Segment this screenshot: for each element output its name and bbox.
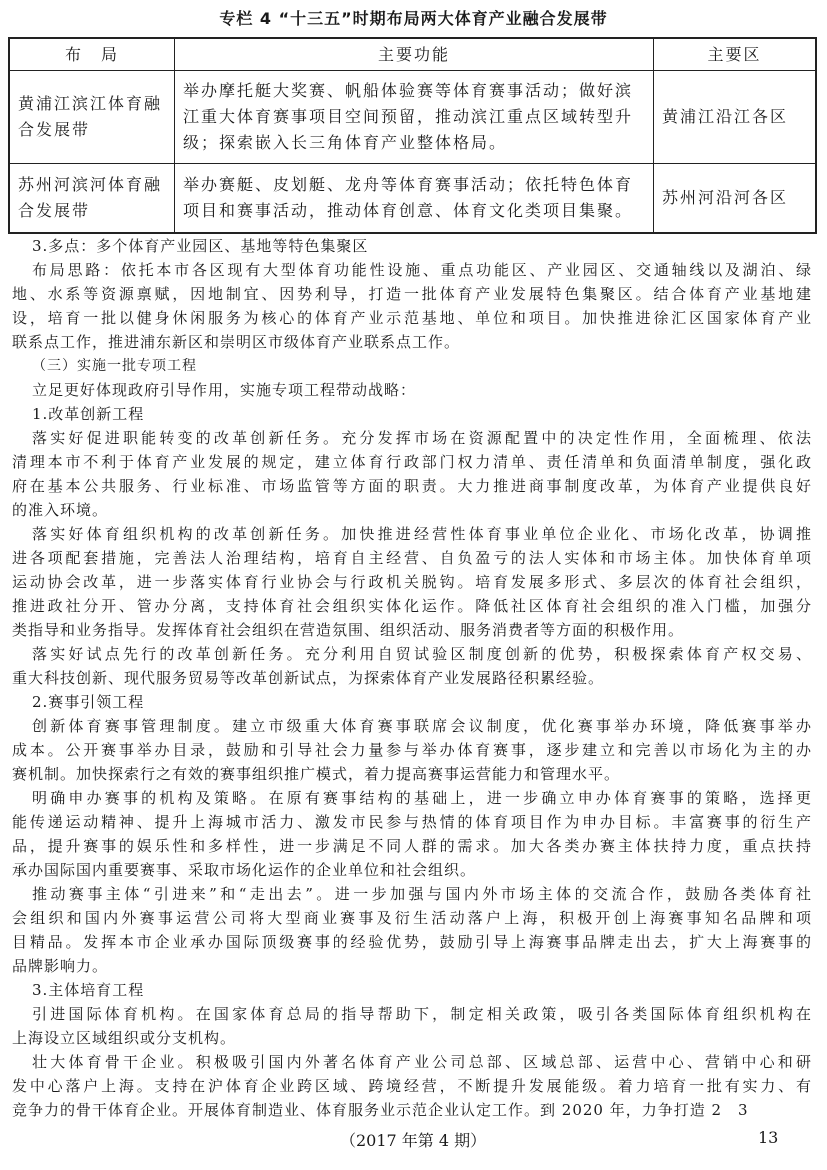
text-line: 能传递运动精神、提升上海城市活力、激发市民参与热情的体育项目作为申办目标。丰富赛事的衍生产 — [12, 813, 812, 831]
section-heading — [12, 690, 812, 714]
text-line: 重大科技创新、现代服务贸易等改革创新试点，为探索体育产业发展路径积累经验。 — [12, 669, 605, 687]
section-heading — [12, 402, 812, 426]
text-line: 明确申办赛事的机构及策略。在原有赛事结构的基础上，进一步确立申办体育赛事的策略，选择更 — [32, 789, 812, 807]
text-line: 赛机制。加快探索行之有效的赛事组织推广模式，着力提高赛事运营能力和管理水平。 — [12, 765, 621, 783]
text-line: 落实好促进职能转变的改革创新任务。充分发挥市场在资源配置中的决定性作用，全面梳理、依法 — [32, 429, 812, 447]
header-layout: 布 局 — [9, 38, 175, 71]
text-line: 立足更好体现政府引导作用，实施专项工程带动战略： — [32, 381, 417, 399]
text-line: 落实好试点先行的改革创新任务。充分利用自贸试验区制度创新的优势，积极探索体育产权交易、 — [32, 645, 812, 663]
paragraph — [12, 378, 812, 402]
table-title: 专栏 4 “十三五”时期布局两大体育产业融合发展带 — [219, 9, 608, 28]
text-line: 的准入环境。 — [12, 501, 109, 519]
section-heading — [12, 978, 812, 1002]
cell-area: 苏州河沿河各区 — [654, 164, 817, 234]
paragraph — [12, 882, 812, 978]
text-line: 落实好体育组织机构的改革创新任务。加快推进经营性体育事业单位企业化、市场化改革，协调推 — [32, 525, 812, 543]
text-line: 会组织和国内外赛事运营公司将大型商业赛事及衍生活动落户上海，积极开创上海赛事知名品牌和项 — [12, 909, 812, 927]
text-line: 成本。公开赛事举办目录，鼓励和引导社会力量参与举办体育赛事，逐步建立和完善以市场化为主的办 — [12, 741, 812, 759]
table-row — [9, 71, 816, 164]
text-line: 3.多点：多个体育产业园区、基地等特色集聚区 — [32, 237, 369, 255]
cell-layout: 黄浦江滨江体育融合发展带 — [9, 71, 175, 164]
text-line: 3.主体培育工程 — [32, 981, 145, 999]
paragraph — [12, 1050, 812, 1122]
paragraph — [12, 522, 812, 642]
text-line: 类指导和业务指导。发挥体育社会组织在营造氛围、组织活动、服务消费者等方面的积极作用。 — [12, 621, 685, 639]
cell-layout: 苏州河滨河体育融合发展带 — [9, 164, 175, 234]
section-heading — [12, 354, 812, 378]
header-area: 主要区 — [654, 38, 817, 71]
text-line: 壮大体育骨干企业。积极吸引国内外著名体育产业公司总部、区域总部、运营中心、营销中心和研 — [32, 1053, 812, 1071]
text-line: 1.改革创新工程 — [32, 405, 145, 423]
paragraph — [12, 1002, 812, 1050]
table-header-row — [9, 38, 816, 71]
text-line: 发中心落户上海。支持在沪体育企业跨区域、跨境经营，不断提升发展能级。着力培育一批有实力、有 — [12, 1077, 812, 1095]
paragraph — [12, 642, 812, 690]
text-line: （三）实施一批专项工程 — [32, 358, 197, 374]
text-line: 地、水系等资源禀赋，因地制宜、因势利导，打造一批体育产业发展特色集聚区。结合体育产业基地建 — [12, 285, 812, 303]
cell-area: 黄浦江沿江各区 — [654, 71, 817, 164]
text-line: 品牌影响力。 — [12, 957, 109, 975]
text-line: 承办国际国内重要赛事、采取市场化运作的企业单位和社会组织。 — [12, 861, 477, 879]
text-line: 上海设立区域组织或分支机构。 — [12, 1029, 237, 1047]
text-line: 布局思路：依托本市各区现有大型体育功能性设施、重点功能区、产业园区、交通轴线以及湖泊、绿 — [32, 261, 812, 279]
paragraph — [12, 786, 812, 882]
text-line: 竞争力的骨干体育企业。开展体育制造业、体育服务业示范企业认定工作。到 2020 年，力争打造 2 3 — [12, 1101, 749, 1119]
cell-function: 举办摩托艇大奖赛、帆船体验赛等体育赛事活动；做好滨江重大体育赛事项目空间预留，推动滨江重点区域转型升级；探索嵌入长三角体育产业整体格局。 — [175, 71, 654, 164]
issue-label: （2017 年第 4 期） — [340, 1131, 487, 1150]
paragraph — [12, 714, 812, 786]
text-line: 清理本市不利于体育产业发展的规定，建立体育行政部门权力清单、责任清单和负面清单制度，强化政 — [12, 453, 812, 471]
layout-table — [8, 37, 817, 234]
text-line: 创新体育赛事管理制度。建立市级重大体育赛事联席会议制度，优化赛事举办环境，降低赛事举办 — [32, 717, 812, 735]
text-line: 引进国际体育机构。在国家体育总局的指导帮助下，制定相关政策，吸引各类国际体育组织机构在 — [32, 1005, 812, 1023]
text-line: 设，培育一批以健身休闲服务为核心的体育产业示范基地、单位和项目。加快推进徐汇区国家体育产业 — [12, 309, 812, 327]
text-line: 府在基本公共服务、行业标准、市场监管等方面的职责。大力推进商事制度改革，为体育产业提供良好 — [12, 477, 812, 495]
page-number: 13 — [758, 1128, 779, 1147]
section-heading — [12, 234, 812, 258]
text-line: 推进政社分开、管办分离，支持体育社会组织实体化运作。降低社区体育社会组织的准入门槛，加强分 — [12, 597, 812, 615]
header-function: 主要功能 — [175, 38, 654, 71]
cell-function: 举办赛艇、皮划艇、龙舟等体育赛事活动；依托特色体育项目和赛事活动，推动体育创意、体育文化类项目集聚。 — [175, 164, 654, 234]
document-body — [12, 234, 812, 1122]
text-line: 运动协会改革，进一步落实体育行业协会与行政机关脱钩。培育发展多形式、多层次的体育社会组织， — [12, 573, 812, 591]
text-line: 联系点工作，推进浦东新区和崇明区市级体育产业联系点工作。 — [12, 333, 461, 351]
text-line: 2.赛事引领工程 — [32, 693, 145, 711]
paragraph — [12, 426, 812, 522]
text-line: 目精品。发挥本市企业承办国际顶级赛事的经验优势，鼓励引导上海赛事品牌走出去，扩大上海赛事的 — [12, 933, 812, 951]
text-line: 推动赛事主体“引进来”和“走出去”。进一步加强与国内外市场主体的交流合作，鼓励各类体育社 — [32, 885, 812, 903]
text-line: 进各项配套措施，完善法人治理结构，培育自主经营、自负盈亏的法人实体和市场主体。加快体育单项 — [12, 549, 812, 567]
paragraph — [12, 258, 812, 354]
table-row — [9, 164, 816, 234]
text-line: 品，提升赛事的娱乐性和多样性，进一步满足不同人群的需求。加大各类办赛主体扶持力度，重点扶持 — [12, 837, 812, 855]
